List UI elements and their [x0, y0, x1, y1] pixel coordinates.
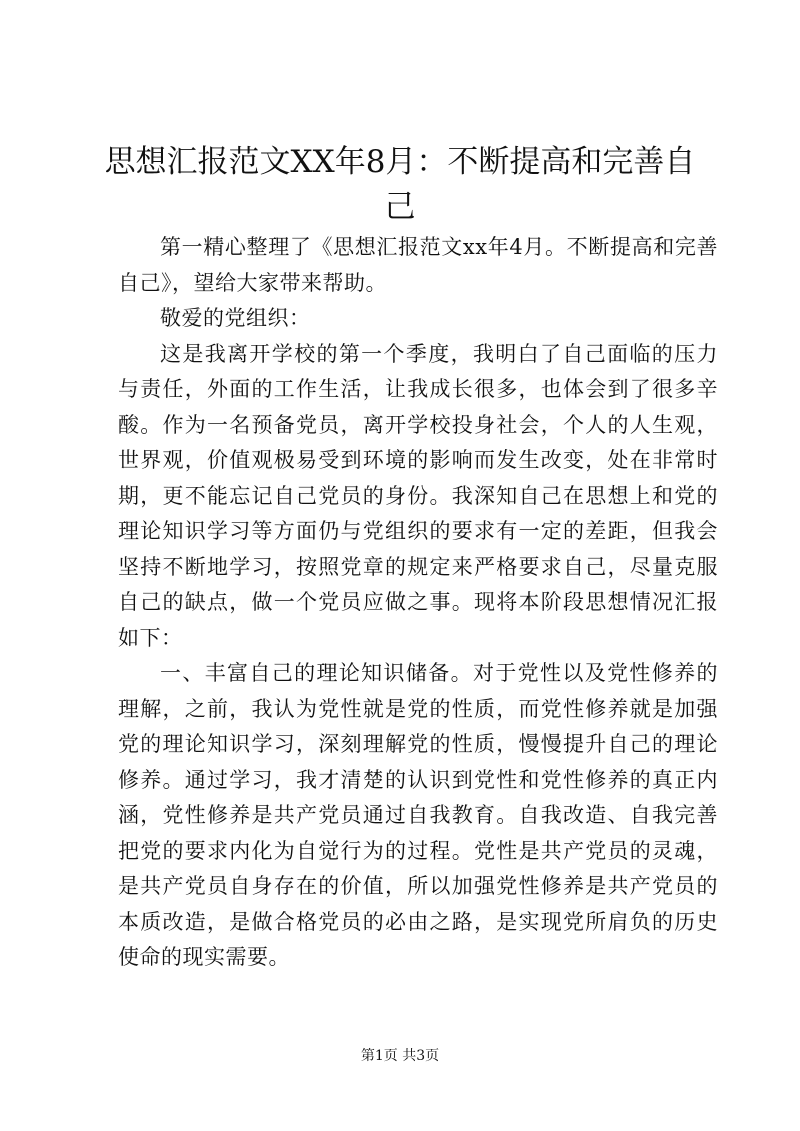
document-body — [118, 230, 718, 976]
page-title: 思想汇报范文XX年8月：不断提高和完善自己 — [104, 144, 696, 225]
body-paragraph: 这是我离开学校的第一个季度，我明白了自己面临的压力与责任，外面的工作生活，让我成长很多，也体会到了很多辛酸。作为一名预备党员，离开学校投身社会，个人的人生观，世界观，价值观极易受到环境的影响而发生改变，处在非常时期，更不能忘记自己党员的身份。我深知自己在思想上和党的理论知识学习等方面仍与党组织的要求有一定的差距，但我会坚持不断地学习，按照党章的规定来严格要求自己，尽量克服自己的缺点，做一个党员应做之事。现将本阶段思想情况汇报如下： — [118, 341, 718, 650]
intro-paragraph: 第一精心整理了《思想汇报范文xx年4月。不断提高和完善自己》，望给大家带来帮助。 — [118, 235, 718, 295]
body-paragraph: 一、丰富自己的理论知识储备。对于党性以及党性修养的理解，之前，我认为党性就是党的性质，而党性修养就是加强党的理论知识学习，深刻理解党的性质，慢慢提升自己的理论修养。通过学习，我才清楚的认识到党性和党性修养的真正内涵，党性修养是共产党员通过自我教育。自我改造、自我完善把党的要求内化为自觉行为的过程。党性是共产党员的灵魂，是共产党员自身存在的价值，所以加强党性修养是共产党员的本质改造，是做合格党员的必由之路，是实现党所肩负的历史使命的现实需要。 — [118, 661, 718, 969]
salutation-paragraph: 敬爱的党组织： — [160, 306, 311, 330]
page-footer: 第1页 共3页 — [360, 1048, 440, 1064]
